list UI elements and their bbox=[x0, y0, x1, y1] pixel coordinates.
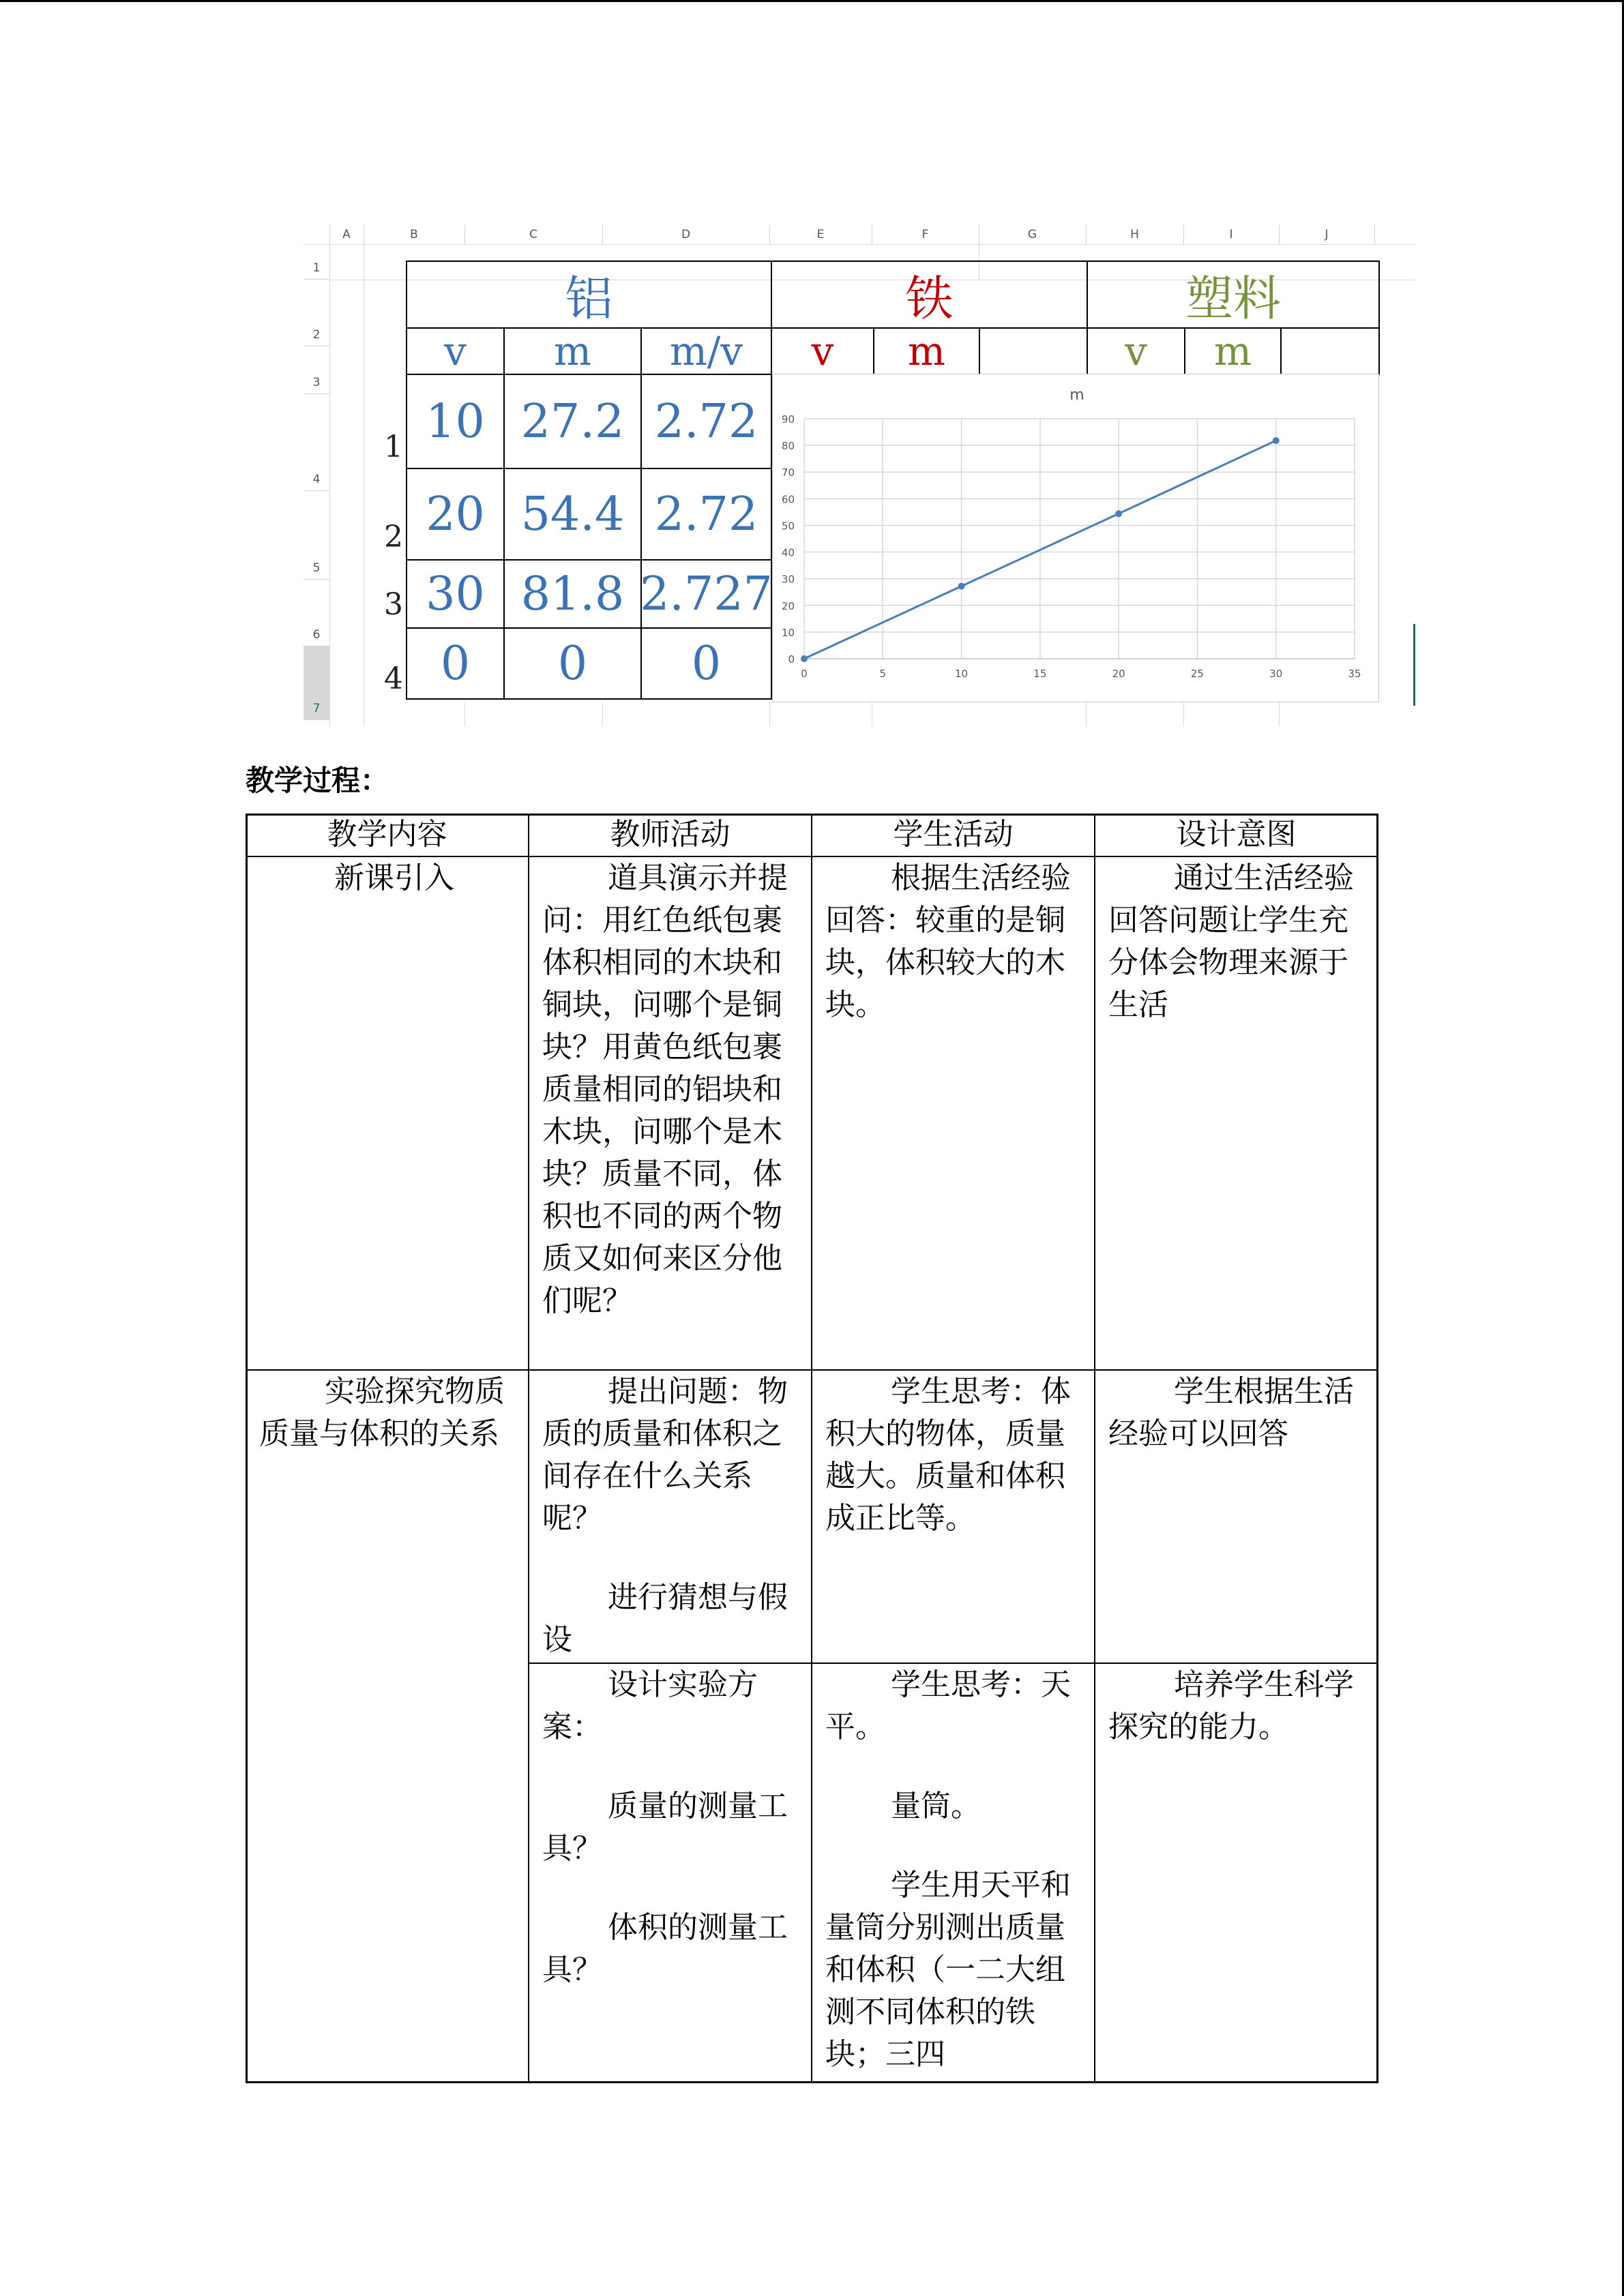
row2-intent: 学生根据生活经验可以回答 bbox=[1108, 1374, 1354, 1451]
cell-m: 27.2 bbox=[503, 374, 642, 469]
row-header-selected: 7 bbox=[304, 646, 329, 720]
header-pl-v: v bbox=[1087, 327, 1185, 375]
lesson-table bbox=[246, 814, 1378, 2083]
header-intent: 设计意图 bbox=[1176, 817, 1297, 852]
cell-m: 81.8 bbox=[503, 559, 642, 629]
row1-teacher: 道具演示并提问：用红色纸包裹体积相同的木块和铜块，问哪个是铜块？用黄色纸包裹质量相同的铝块和木块，问哪个是木块？质量不同，体积也不同的两个物质又如何来区分他们呢？ bbox=[542, 861, 788, 1318]
x-tick-label: 30 bbox=[1269, 668, 1283, 680]
header-fe-m: m bbox=[873, 327, 980, 375]
x-tick-label: 15 bbox=[1033, 668, 1047, 680]
spreadsheet-screenshot bbox=[304, 225, 1415, 726]
header-al-m: m bbox=[503, 327, 642, 375]
cell-ratio: 2.72 bbox=[640, 468, 772, 561]
cell-m: 54.4 bbox=[503, 468, 642, 561]
page-top-border bbox=[0, 0, 1624, 2]
column-header: C bbox=[464, 225, 603, 244]
cell-m: 0 bbox=[503, 627, 642, 700]
column-header: I bbox=[1183, 225, 1280, 244]
y-tick-label: 70 bbox=[781, 466, 795, 479]
y-tick-label: 20 bbox=[781, 599, 795, 612]
cell-ratio: 2.727 bbox=[640, 559, 772, 629]
cell-v: 0 bbox=[406, 627, 505, 700]
cell-v: 30 bbox=[406, 559, 505, 629]
y-tick-label: 30 bbox=[781, 573, 795, 586]
row3-student: 学生思考：天平。 量筒。 学生用天平和量筒分别测出质量和体积（一二大组测不同体积的铁块；三四 bbox=[825, 1667, 1071, 2072]
column-header: A bbox=[329, 225, 364, 244]
data-point bbox=[801, 655, 808, 662]
x-tick-label: 0 bbox=[801, 668, 808, 680]
cell-ratio: 2.72 bbox=[640, 374, 772, 469]
x-tick-label: 5 bbox=[879, 668, 887, 680]
row1-intent: 通过生活经验回答问题让学生充分体会物理来源于生活 bbox=[1108, 861, 1354, 1022]
cell-ratio: 0 bbox=[640, 627, 772, 700]
y-tick-label: 50 bbox=[781, 520, 795, 533]
header-fe-empty bbox=[979, 327, 1088, 375]
group-plastic-label: 塑料 bbox=[1185, 270, 1281, 327]
group-iron bbox=[771, 260, 1088, 329]
cell-v: 20 bbox=[406, 468, 505, 561]
row-header: 6 bbox=[304, 580, 329, 646]
column-header: F bbox=[872, 225, 979, 244]
header-student: 学生活动 bbox=[893, 817, 1014, 852]
group-plastic bbox=[1087, 260, 1380, 329]
column-header: D bbox=[602, 225, 770, 244]
group-iron-label: 铁 bbox=[905, 270, 954, 327]
section-heading: 教学过程： bbox=[246, 764, 389, 797]
mass-volume-chart bbox=[772, 374, 1379, 702]
header-fe-v: v bbox=[771, 327, 874, 375]
column-header: J bbox=[1279, 225, 1375, 244]
group-aluminum bbox=[406, 260, 772, 329]
y-tick-label: 10 bbox=[781, 626, 795, 639]
column-header: H bbox=[1086, 225, 1184, 244]
trial-label: 2 bbox=[384, 520, 403, 554]
x-tick-label: 20 bbox=[1112, 668, 1125, 680]
row3-intent: 培养学生科学探究的能力。 bbox=[1108, 1667, 1354, 1744]
column-header: G bbox=[979, 225, 1087, 244]
y-tick-label: 40 bbox=[781, 546, 795, 559]
header-teacher: 教师活动 bbox=[610, 817, 730, 852]
y-tick-label: 80 bbox=[781, 440, 795, 453]
chart-title: m bbox=[1069, 387, 1084, 404]
row3-teacher: 设计实验方案： 质量的测量工具？ 体积的测量工具？ bbox=[542, 1667, 788, 1987]
header-pl-m: m bbox=[1184, 327, 1282, 375]
row-header: 5 bbox=[304, 491, 329, 580]
group-aluminum-label: 铝 bbox=[565, 270, 613, 327]
row1-content: 新课引入 bbox=[334, 861, 454, 895]
row2-teacher: 提出问题：物质的质量和体积之间存在什么关系呢？ 进行猜想与假设 bbox=[542, 1374, 788, 1657]
data-point bbox=[958, 583, 965, 590]
row1-student: 根据生活经验回答：较重的是铜块，体积较大的木块。 bbox=[825, 861, 1071, 1022]
header-content: 教学内容 bbox=[327, 817, 447, 852]
trial-label: 4 bbox=[384, 661, 403, 696]
x-tick-label: 35 bbox=[1348, 668, 1361, 680]
cell-v: 10 bbox=[406, 374, 505, 469]
row-header: 1 bbox=[304, 244, 329, 280]
row-header: 3 bbox=[304, 346, 329, 394]
header-pl-empty bbox=[1280, 327, 1380, 375]
trial-label: 1 bbox=[384, 430, 403, 464]
header-al-ratio: m/v bbox=[640, 327, 772, 375]
header-al-v: v bbox=[406, 327, 505, 375]
y-tick-label: 90 bbox=[781, 413, 795, 426]
column-header: E bbox=[769, 225, 872, 244]
column-header: B bbox=[364, 225, 465, 244]
row2-content: 实验探究物质质量与体积的关系 bbox=[259, 1374, 505, 1451]
x-tick-label: 10 bbox=[955, 668, 969, 680]
trial-label: 3 bbox=[384, 587, 403, 622]
selection-edge bbox=[1413, 624, 1415, 706]
data-point bbox=[1273, 437, 1280, 444]
x-tick-label: 25 bbox=[1190, 668, 1204, 680]
row-header: 4 bbox=[304, 394, 329, 491]
y-tick-label: 0 bbox=[788, 653, 795, 666]
data-point bbox=[1115, 510, 1122, 517]
y-tick-label: 60 bbox=[781, 493, 795, 506]
row-header: 2 bbox=[304, 280, 329, 346]
row2-student: 学生思考：体积大的物体，质量越大。质量和体积成正比等。 bbox=[825, 1374, 1071, 1536]
